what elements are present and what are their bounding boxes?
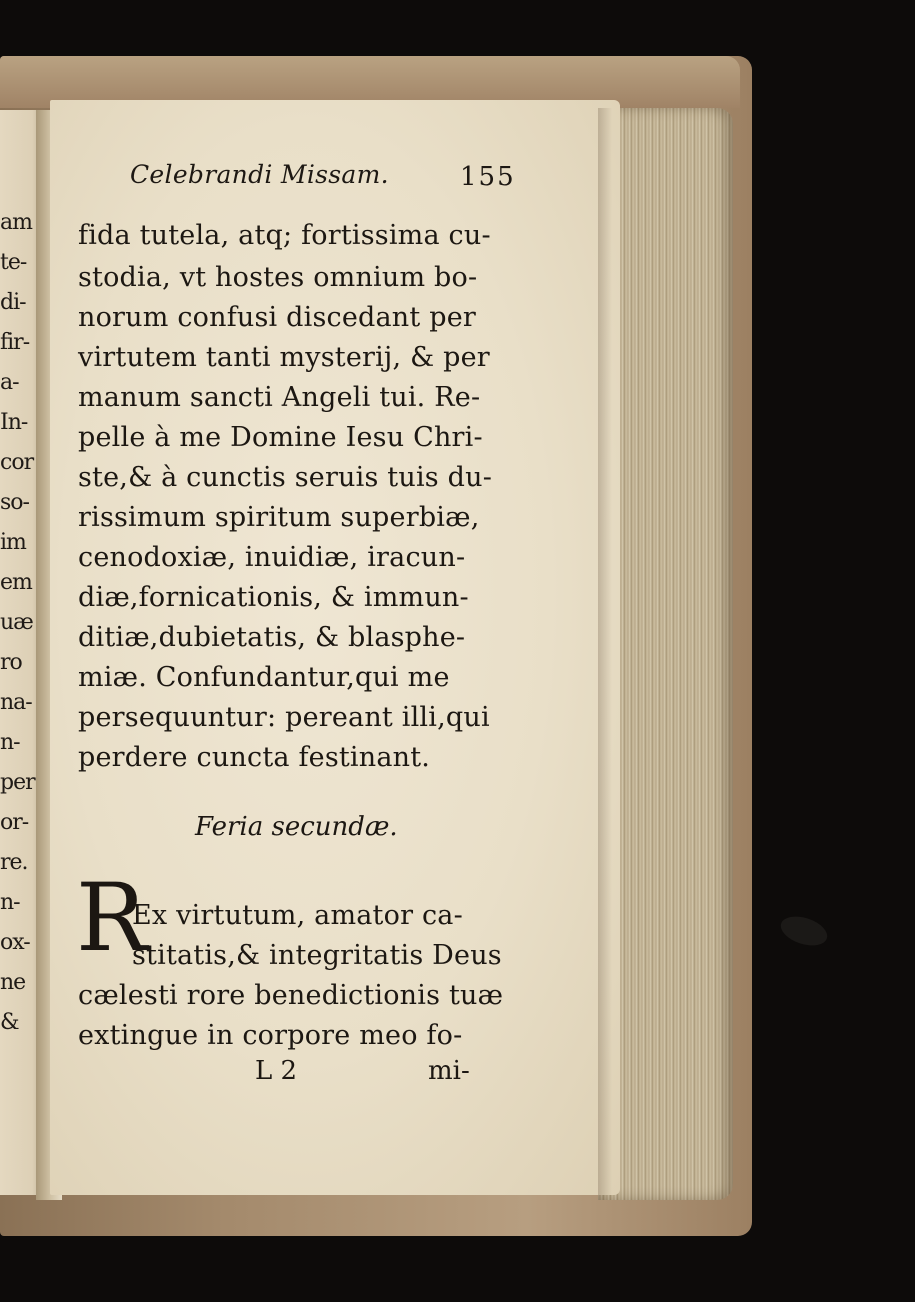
text-line: ditiæ,dubietatis, & blasphe-	[78, 622, 466, 653]
left-page-fragment: ne	[0, 970, 26, 995]
left-page-fragment: te-	[0, 250, 27, 275]
left-page-fragment: cor	[0, 450, 34, 475]
text-line: virtutem tanti mysterij, & per	[78, 342, 490, 373]
prayer-line: cælesti rore benedictionis tuæ	[78, 980, 504, 1011]
left-page-fragment: ro	[0, 650, 22, 675]
text-line: pelle à me Domine Iesu Chri-	[78, 422, 483, 453]
left-page-fragment: n-	[0, 730, 20, 755]
text-line: cenodoxiæ, inuidiæ, iracun-	[78, 542, 466, 573]
left-page-fragment: In-	[0, 410, 28, 435]
left-page-fragment: ox-	[0, 930, 30, 955]
text-line: ste,& à cunctis seruis tuis du-	[78, 462, 493, 493]
left-page-fragment: fir-	[0, 330, 30, 355]
left-page-fragment: am	[0, 210, 32, 235]
text-line: diæ,fornicationis, & immun-	[78, 582, 469, 613]
left-page-fragment: or-	[0, 810, 29, 835]
left-page-fragment: n-	[0, 890, 20, 915]
catchword: mi-	[428, 1056, 470, 1086]
left-page-fragment: di-	[0, 290, 26, 315]
page-edge-shadow	[598, 108, 612, 1200]
text-line: rissimum spiritum superbiæ,	[78, 502, 480, 533]
page-number: 155	[460, 162, 516, 192]
left-page-fragment: per	[0, 770, 35, 795]
text-line: norum confusi discedant per	[78, 302, 476, 333]
text-line: manum sancti Angeli tui. Re-	[78, 382, 481, 413]
left-page-fragment: so-	[0, 490, 29, 515]
text-line: fida tutela, atq; fortissima cu-	[78, 220, 491, 251]
left-page-fragment: &	[0, 1010, 19, 1035]
text-line: miæ. Confundantur,qui me	[78, 662, 450, 693]
prayer-line: extingue in corpore meo fo-	[78, 1020, 463, 1051]
ink-blot	[777, 911, 831, 951]
text-line: perdere cuncta festinant.	[78, 742, 431, 773]
left-page-fragment: em	[0, 570, 32, 595]
drop-cap: R	[76, 864, 147, 973]
prayer-line: Ex virtutum, amator ca-	[132, 900, 463, 931]
section-subheading: Feria secundæ.	[195, 812, 398, 842]
left-page-fragment: re.	[0, 850, 28, 875]
left-page-fragment: uæ	[0, 610, 33, 635]
text-line: persequuntur: pereant illi,qui	[78, 702, 490, 733]
running-head: Celebrandi Missam.	[130, 160, 389, 189]
left-page-fragment: im	[0, 530, 26, 555]
signature-mark: L 2	[255, 1056, 298, 1086]
left-page-fragment: a-	[0, 370, 19, 395]
left-page-fragment: na-	[0, 690, 32, 715]
prayer-line: stitatis,& integritatis Deus	[132, 940, 502, 971]
text-line: stodia, vt hostes omnium bo-	[78, 262, 478, 293]
